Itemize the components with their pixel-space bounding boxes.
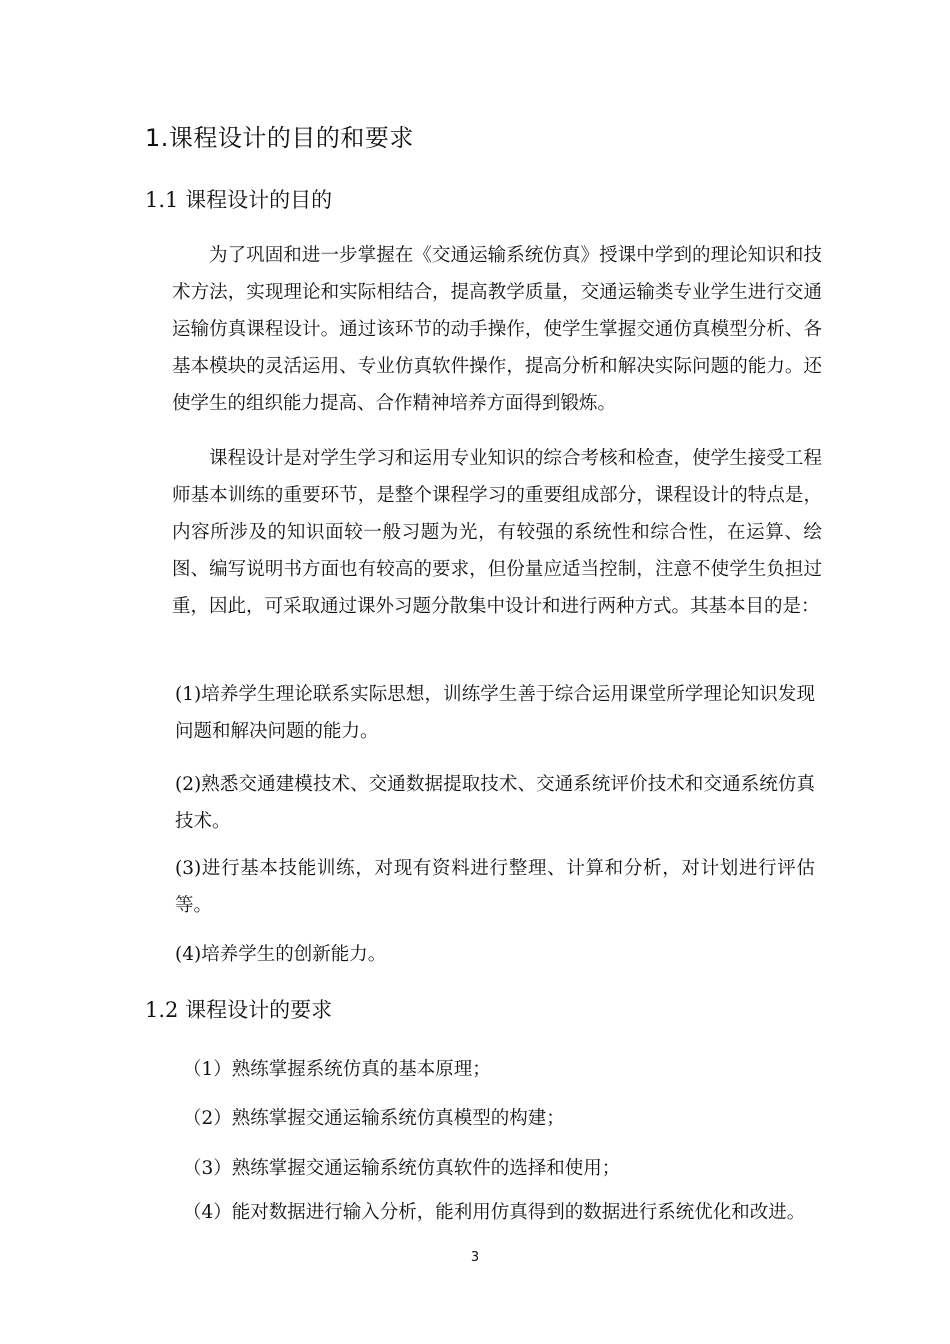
paragraph-purpose-2: 课程设计是对学生学习和运用专业知识的综合考核和检查，使学生接受工程师基本训练的重要环节，是整个课程学习的重要组成部分，课程设计的特点是，内容所涉及的知识面较一般习题为光，有较强的系统性和综合性，在运算、绘图、编写说明书方面也有较高的要求，但份量应适当控制，注意不使学生负担过重，因此，可采取通过课外习题分散集中设计和进行两种方式。其基本目的是： [172, 448, 822, 617]
requirement-item-1: （1）熟练掌握系统仿真的基本原理； [183, 1059, 491, 1080]
chapter-heading: 1.课程设计的目的和要求 [145, 124, 414, 152]
section-heading-requirements: 1.2 课程设计的要求 [145, 998, 333, 1022]
section-heading-purpose: 1.1 课程设计的目的 [145, 188, 333, 212]
requirement-item-2: （2）熟练掌握交通运输系统仿真模型的构建； [183, 1108, 565, 1129]
purpose-item-4: (4)培养学生的创新能力。 [175, 944, 387, 965]
purpose-item-3: (3)进行基本技能训练，对现有资料进行整理、计算和分析，对计划进行评估等。 [175, 858, 815, 916]
purpose-item-2: (2)熟悉交通建模技术、交通数据提取技术、交通系统评价技术和交通系统仿真技术。 [175, 774, 815, 832]
purpose-item-1: (1)培养学生理论联系实际思想，训练学生善于综合运用课堂所学理论知识发现问题和解决问题的能力。 [175, 684, 815, 742]
page-number: 3 [470, 1250, 480, 1265]
paragraph-purpose-1: 为了巩固和进一步掌握在《交通运输系统仿真》授课中学到的理论知识和技术方法，实现理论和实际相结合，提高教学质量，交通运输类专业学生进行交通运输仿真课程设计。通过该环节的动手操作，使学生掌握交通仿真模型分析、各基本模块的灵活运用、专业仿真软件操作，提高分析和解决实际问题的能力。还使学生的组织能力提高、合作精神培养方面得到锻炼。 [172, 245, 822, 414]
requirement-item-4: （4）能对数据进行输入分析，能利用仿真得到的数据进行系统优化和改进。 [183, 1202, 806, 1223]
requirement-item-3: （3）熟练掌握交通运输系统仿真软件的选择和使用； [183, 1158, 621, 1179]
